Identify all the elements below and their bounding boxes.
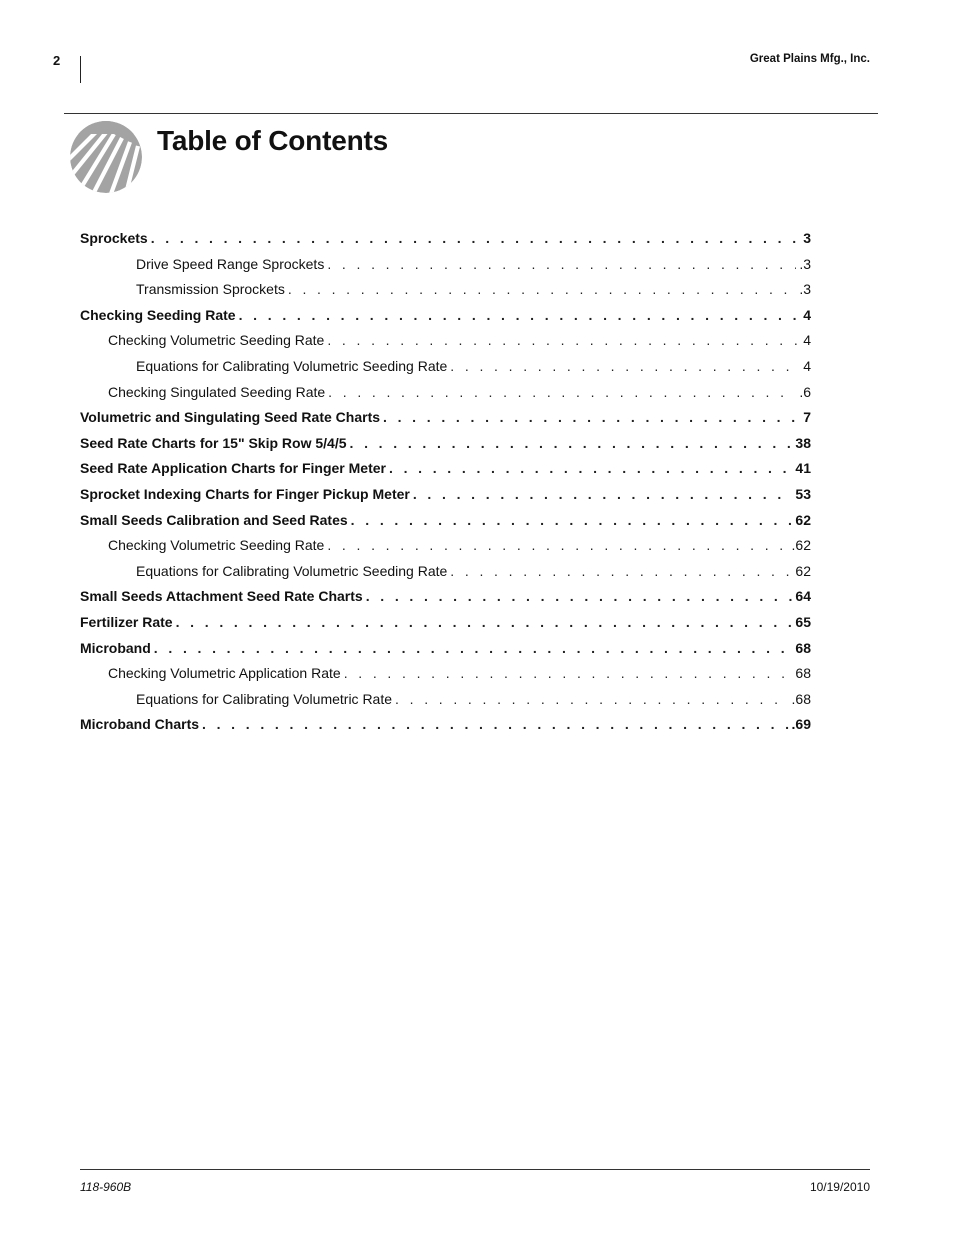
- toc-entry-page: 68: [795, 665, 811, 682]
- toc-entry-title: Volumetric and Singulating Seed Rate Charts: [80, 409, 381, 426]
- toc-entry-page: 4: [803, 306, 811, 323]
- toc-entry-title: Equations for Calibrating Volumetric Seeding Rate: [136, 357, 448, 374]
- toc-entry[interactable]: [80, 559, 811, 585]
- toc-entry[interactable]: [80, 456, 811, 482]
- toc-entry-page: 64: [795, 588, 811, 605]
- toc-dot-leader: [366, 584, 793, 610]
- toc-entry-page: 65: [795, 613, 811, 630]
- toc-entry-page: 3: [803, 230, 811, 246]
- toc-entry[interactable]: [80, 712, 811, 738]
- toc-entry-title: Drive Speed Range Sprockets: [136, 255, 325, 272]
- toc-entry-title: Sprockets: [80, 230, 148, 246]
- toc-entry-title: Small Seeds Calibration and Seed Rates: [80, 511, 348, 528]
- great-plains-field-rows-logo-icon: [68, 120, 144, 194]
- toc-dot-leader: [327, 328, 800, 354]
- toc-entry[interactable]: [80, 328, 811, 354]
- page-number: 2: [53, 53, 61, 68]
- toc-entry-title: Microband: [80, 639, 151, 656]
- toc-dot-leader: [288, 277, 796, 303]
- toc-entry-title: Equations for Calibrating Volumetric Rate: [136, 690, 393, 707]
- toc-entry-page: 38: [795, 434, 811, 451]
- toc-entry-page: .68: [791, 690, 811, 707]
- toc-entry-title: Small Seeds Attachment Seed Rate Charts: [80, 588, 363, 605]
- toc-entry[interactable]: [80, 482, 811, 508]
- table-of-contents: [80, 226, 811, 738]
- toc-entry[interactable]: [80, 584, 811, 610]
- toc-dot-leader: [154, 636, 793, 662]
- toc-entry-title: Fertilizer Rate: [80, 613, 173, 630]
- toc-entry-page: 7: [803, 409, 811, 426]
- toc-dot-leader: [389, 456, 792, 482]
- toc-dot-leader: [327, 252, 796, 278]
- toc-dot-leader: [202, 712, 789, 738]
- document-id: 118-960B: [80, 1180, 132, 1194]
- toc-dot-leader: [344, 661, 793, 687]
- toc-entry-page: 4: [803, 357, 811, 374]
- toc-dot-leader: [176, 610, 793, 636]
- toc-entry[interactable]: [80, 405, 811, 431]
- toc-entry-title: Checking Volumetric Application Rate: [108, 665, 341, 682]
- toc-entry[interactable]: [80, 431, 811, 457]
- toc-entry[interactable]: [80, 661, 811, 687]
- toc-entry[interactable]: [80, 508, 811, 534]
- toc-entry-title: Transmission Sprockets: [136, 281, 285, 298]
- footer-rule: [80, 1169, 870, 1170]
- toc-entry[interactable]: [80, 277, 811, 303]
- toc-entry[interactable]: [80, 354, 811, 380]
- toc-entry[interactable]: [80, 226, 811, 252]
- toc-dot-leader: [151, 226, 801, 252]
- toc-entry-page: .62: [791, 537, 811, 554]
- page-title: Table of Contents: [157, 125, 388, 156]
- toc-entry-title: Checking Seeding Rate: [80, 306, 236, 323]
- toc-entry-title: Seed Rate Application Charts for Finger Meter: [80, 460, 386, 477]
- toc-entry[interactable]: [80, 380, 811, 406]
- toc-dot-leader: [450, 354, 800, 380]
- toc-dot-leader: [327, 533, 788, 559]
- toc-dot-leader: [383, 405, 800, 431]
- toc-entry-page: 4: [803, 332, 811, 349]
- toc-entry[interactable]: [80, 303, 811, 329]
- toc-entry-title: Checking Volumetric Seeding Rate: [108, 332, 325, 349]
- toc-dot-leader: [395, 687, 789, 713]
- toc-entry-page: 62: [795, 562, 811, 579]
- toc-dot-leader: [350, 431, 793, 457]
- toc-dot-leader: [413, 482, 793, 508]
- toc-entry-title: Equations for Calibrating Volumetric Seeding Rate: [136, 562, 448, 579]
- toc-entry-page: .6: [799, 383, 811, 400]
- toc-entry-page: 62: [795, 511, 811, 528]
- toc-entry-page: .3: [799, 255, 811, 272]
- toc-entry-title: Checking Singulated Seeding Rate: [108, 383, 326, 400]
- toc-entry-page: 53: [795, 485, 811, 502]
- toc-entry[interactable]: [80, 687, 811, 713]
- header-divider: [80, 56, 81, 83]
- company-name: Great Plains Mfg., Inc.: [749, 53, 870, 65]
- toc-entry[interactable]: [80, 533, 811, 559]
- toc-dot-leader: [239, 303, 801, 329]
- toc-entry[interactable]: [80, 252, 811, 278]
- toc-entry[interactable]: [80, 610, 811, 636]
- toc-entry-title: Seed Rate Charts for 15" Skip Row 5/4/5: [80, 434, 347, 451]
- toc-entry-page: 68: [795, 639, 811, 656]
- toc-entry-page: 41: [795, 460, 811, 477]
- header-rule: [64, 113, 878, 114]
- toc-entry-title: Sprocket Indexing Charts for Finger Pickup Meter: [80, 485, 410, 502]
- toc-entry[interactable]: [80, 636, 811, 662]
- toc-dot-leader: [328, 380, 796, 406]
- document-date: 10/19/2010: [809, 1180, 870, 1194]
- toc-entry-title: Checking Volumetric Seeding Rate: [108, 537, 325, 554]
- toc-dot-leader: [450, 559, 792, 585]
- toc-entry-page: .3: [799, 281, 811, 298]
- toc-dot-leader: [351, 508, 793, 534]
- toc-entry-title: Microband Charts: [80, 716, 200, 733]
- toc-entry-page: .69: [791, 716, 811, 733]
